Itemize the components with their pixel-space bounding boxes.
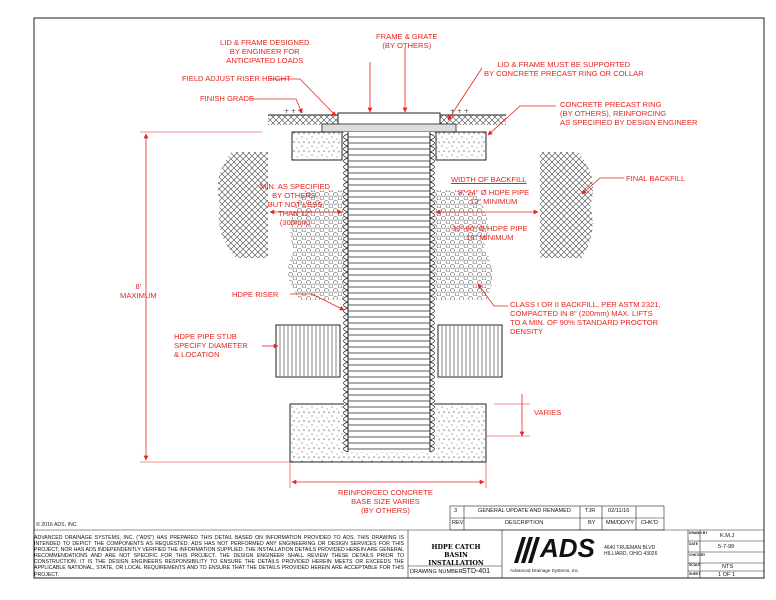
width-of-backfill-label: WIDTH OF BACKFILL bbox=[451, 175, 527, 184]
checked-by-label: CHK'D BY bbox=[689, 553, 706, 557]
field-adjust-label: FIELD ADJUST RISER HEIGHT bbox=[182, 74, 291, 83]
drawing-date: 5-7-99 bbox=[718, 544, 735, 550]
rev-date: 02/11/16 bbox=[608, 508, 630, 514]
final-backfill-label: FINAL BACKFILL bbox=[626, 174, 686, 183]
drawn-by-label: DRAWN BY bbox=[689, 531, 708, 535]
base-label: REINFORCED CONCRETE BASE SIZE VARIES (BY OTHERS) bbox=[338, 488, 433, 515]
precast-ring-label: CONCRETE PRECAST RING (BY OTHERS), REINFORCING AS SPECIFIED BY DESIGN ENGINEER bbox=[560, 100, 698, 127]
date-header: MM/DD/YY bbox=[606, 520, 634, 526]
date-label: DATE bbox=[689, 542, 698, 546]
svg-text:+ + +: + + + bbox=[450, 108, 469, 115]
chkd-header: CHK'D bbox=[641, 520, 658, 526]
min-specified-label: MIN. AS SPECIFIED BY OTHERS, BUT NOT LESS THAN 12" (300mm) bbox=[260, 182, 331, 227]
hdpe-riser bbox=[344, 132, 435, 452]
description-header: DESCRIPTION bbox=[505, 520, 544, 526]
drawing-number: STD-401 bbox=[462, 568, 491, 575]
sheet-number: 1 OF 1 bbox=[718, 572, 736, 578]
hdpe-riser-label: HDPE RISER bbox=[232, 290, 279, 299]
lid-frame bbox=[322, 113, 456, 132]
svg-text:+ + +: + + + bbox=[284, 108, 303, 115]
ads-subtitle: Advanced Drainage Systems, Inc. bbox=[510, 568, 580, 573]
by-header: BY bbox=[588, 520, 596, 526]
drawing-title: HDPE CATCH BASIN INSTALLATION bbox=[428, 543, 484, 567]
pipe-large-label: 30"-60" Ø HDPE PIPE 18" MINIMUM bbox=[452, 224, 528, 242]
rev-description: GENERAL UPDATE AND RENAMED bbox=[478, 508, 571, 514]
disclaimer: ADVANCED DRAINAGE SYSTEMS, INC. ("ADS") HAS PREPARED THIS DETAIL BASED ON INFORMATION PROVIDED TO ADS. THIS DRAWING IS INTENDED TO DEPICT THE COMPONENTS AS REQUESTED. ADS HAS NOT PERFORMED ANY ENGINEERING OR DESIGN SERVICES FOR THIS PROJECT, NOR HAS ADS INDEPENDENTLY VERIFIED THE INFORMATION SUPPLIED. THE INSTALLATION DETAILS PROVIDED HEREIN ARE GENERAL RECOMMENDATIONS AND ARE NOT SPECIFIC FOR THIS PROJECT. THE DESIGN ENGINEER SHALL REVIEW THESE DETAILS PRIOR TO CONSTRUCTION. IT IS THE DESIGN ENGINEERS RESPONSIBILITY TO ENSURE THE DETAILS PROVIDED HEREIN MEETS OR EXCEEDS THE APPLICABLE NATIONAL, STATE, OR LOCAL REQUIREMENTS AND TO ENSURE THAT THE DETAILS PROVIDED HEREIN ARE ACCEPTABLE FOR THIS PROJECT. bbox=[34, 535, 404, 578]
scale: NTS bbox=[722, 564, 734, 570]
ads-address: 4640 TRUEMAN BLVD HILLIARD, OHIO 43026 bbox=[604, 545, 658, 558]
pipe-stub-label: HDPE PIPE STUB SPECIFY DIAMETER & LOCATION bbox=[174, 332, 248, 359]
rev-header: REV. bbox=[452, 520, 465, 526]
max-height-label: 8' MAXIMUM bbox=[120, 282, 157, 300]
varies-dimension bbox=[486, 394, 530, 436]
drawing-number-label: DRAWING NUMBER: bbox=[410, 569, 465, 575]
rev-number: 3 bbox=[454, 508, 458, 514]
lid-supported-label: LID & FRAME MUST BE SUPPORTED BY CONCRETE PRECAST RING OR COLLAR bbox=[484, 60, 644, 78]
lid-frame-designed-label: LID & FRAME DESIGNED BY ENGINEER FOR ANTICIPATED LOADS bbox=[220, 38, 310, 65]
frame-grate-label: FRAME & GRATE (BY OTHERS) bbox=[376, 32, 438, 50]
finish-grade-label: FINISH GRADE bbox=[200, 94, 255, 103]
rev-by: TJR bbox=[585, 508, 596, 514]
copyright: © 2016 ADS, INC. bbox=[36, 522, 78, 528]
class-backfill-label: CLASS I OR II BACKFILL, PER ASTM 2321, COMPACTED IN 8" (200mm) MAX. LIFTS TO A MIN. OF 90% STANDARD PROCTOR DENSITY bbox=[510, 300, 661, 336]
drawn-by: K.M.J bbox=[720, 533, 735, 539]
pipe-small-label: 8"-24" Ø HDPE PIPE 12" MINIMUM bbox=[458, 188, 530, 206]
ads-logo-text: ADS bbox=[540, 533, 595, 563]
scale-label: SCALE bbox=[689, 563, 701, 567]
sheet-label: SHEET bbox=[689, 572, 701, 576]
varies-label: VARIES bbox=[534, 408, 562, 417]
